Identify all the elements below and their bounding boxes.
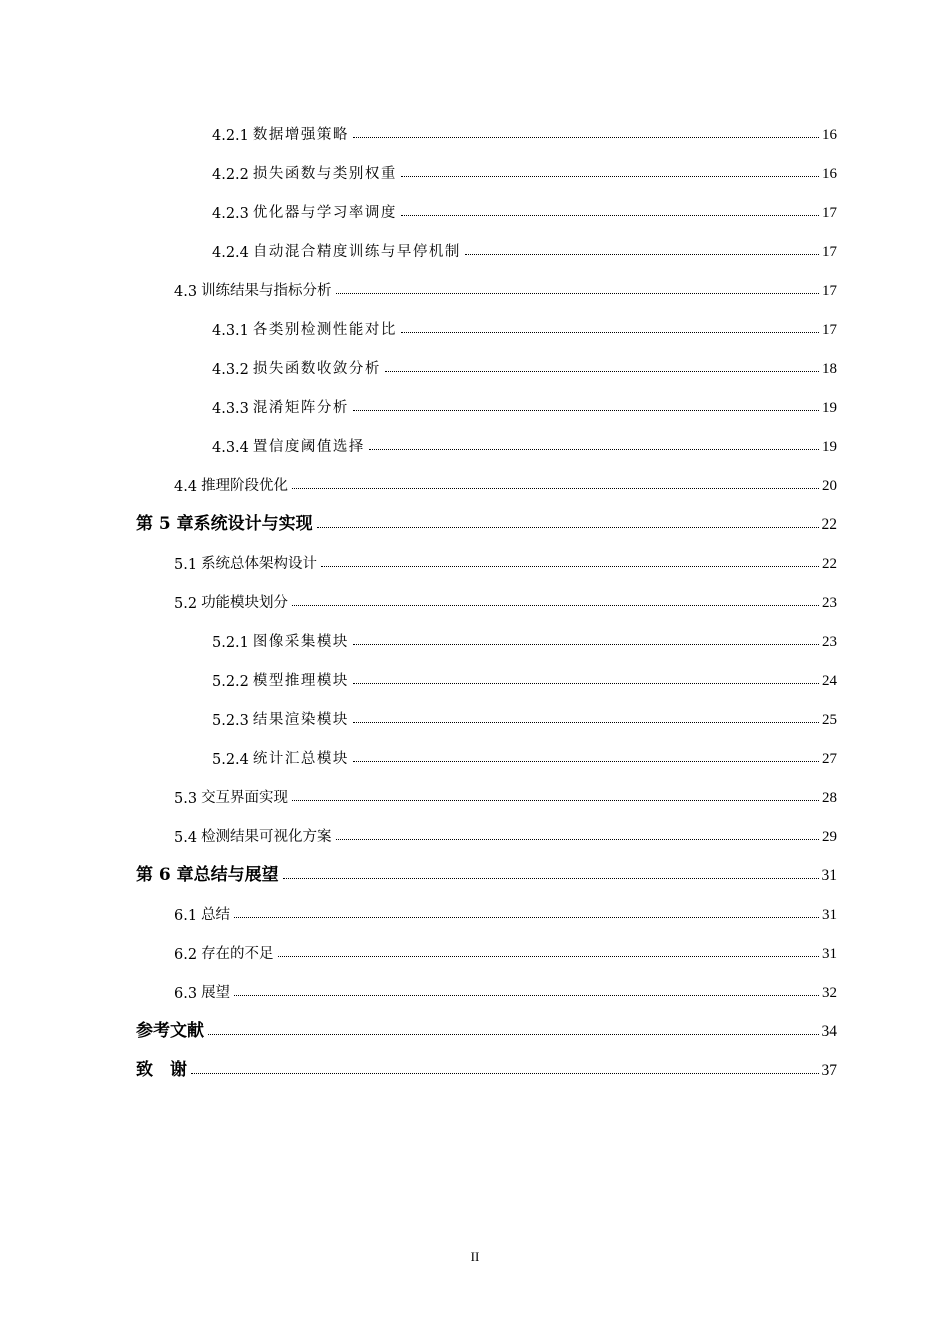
dot-leader [369,449,819,450]
toc-entry[interactable] [212,315,837,339]
dot-leader [336,293,819,294]
toc-entry-number: 4.3.2 [212,362,249,378]
toc-entry[interactable] [212,159,837,183]
toc-entry-title: 推理阶段优化 [201,478,289,494]
toc-entry-page-number: 37 [821,1062,837,1079]
dot-leader [292,800,819,801]
toc-entry-number: 4.4 [174,479,198,495]
dot-leader [278,956,819,957]
toc-entry-page-number: 29 [822,829,837,845]
toc-entry-page-number: 24 [822,673,837,689]
toc-entry-title: 总结 [201,907,231,923]
toc-entry[interactable] [212,744,837,768]
toc-entry-title: 混淆矩阵分析 [252,400,349,416]
toc-entry-title: 致 谢 [136,1060,187,1080]
toc-entry[interactable] [212,705,837,729]
toc-entry-page-number: 19 [822,439,837,455]
toc-entry[interactable] [136,1056,837,1080]
dot-leader [234,917,819,918]
toc-entry-title: 结果渲染模块 [252,712,349,728]
toc-entry-title: 检测结果可视化方案 [201,829,332,845]
toc-entry-number: 4.3.4 [212,440,249,456]
toc-entry[interactable] [174,588,837,612]
toc-entry-title: 第 5 章系统设计与实现 [136,514,313,534]
toc-entry-title: 自动混合精度训练与早停机制 [252,244,461,260]
toc-entry-title: 损失函数与类别权重 [252,166,397,182]
toc-entry[interactable] [136,510,837,534]
toc-entry-page-number: 31 [822,946,837,962]
toc-entry[interactable] [174,549,837,573]
toc-entry-title: 交互界面实现 [201,790,289,806]
toc-entry-number: 5.2.4 [212,752,249,768]
toc-entry-page-number: 16 [822,127,837,143]
dot-leader [292,488,819,489]
toc-entry-page-number: 25 [822,712,837,728]
toc-entry-number: 5.2.1 [212,635,249,651]
dot-leader [317,527,819,528]
toc-entry-title: 系统总体架构设计 [201,556,318,572]
dot-leader [353,137,819,138]
toc-entry-number: 4.3.1 [212,323,249,339]
toc-entry-page-number: 23 [822,595,837,611]
toc-entry[interactable] [174,978,837,1002]
toc-entry-number: 6.1 [174,908,198,924]
toc-entry-number: 5.3 [174,791,198,807]
dot-leader [283,878,819,879]
dot-leader [353,644,819,645]
toc-entry[interactable] [212,432,837,456]
toc-entry[interactable] [212,666,837,690]
toc-entry[interactable] [174,276,837,300]
toc-entry-page-number: 17 [822,283,837,299]
toc-entry[interactable] [136,861,837,885]
toc-entry-number: 4.3 [174,284,198,300]
toc-entry-title: 存在的不足 [201,946,274,962]
toc-entry[interactable] [136,1017,837,1041]
dot-leader [191,1073,819,1074]
toc-entry-page-number: 32 [822,985,837,1001]
toc-entry-title: 训练结果与指标分析 [201,283,332,299]
toc-entry-title: 图像采集模块 [252,634,349,650]
toc-entry-page-number: 17 [822,205,837,221]
toc-entry-number: 6.2 [174,947,198,963]
dot-leader [321,566,819,567]
toc-entry-page-number: 19 [822,400,837,416]
toc-entry-page-number: 22 [822,556,837,572]
toc-entry-page-number: 16 [822,166,837,182]
toc-entry[interactable] [174,939,837,963]
toc-entry[interactable] [212,120,837,144]
dot-leader [292,605,819,606]
dot-leader [353,761,819,762]
toc-entry-page-number: 34 [821,1023,837,1040]
dot-leader [465,254,819,255]
toc-entry-page-number: 31 [821,867,837,884]
toc-entry-title: 统计汇总模块 [252,751,349,767]
toc-entry-title: 参考文献 [136,1021,204,1041]
toc-entry-number: 4.3.3 [212,401,249,417]
toc-entry[interactable] [212,627,837,651]
toc-entry[interactable] [174,471,837,495]
toc-entry[interactable] [212,198,837,222]
dot-leader [353,410,819,411]
dot-leader [401,332,819,333]
toc-entry-number: 5.2 [174,596,198,612]
toc-entry-title: 数据增强策略 [252,127,349,143]
toc-entry-title: 各类别检测性能对比 [252,322,397,338]
toc-entry[interactable] [212,354,837,378]
toc-entry-page-number: 22 [821,516,837,533]
toc-entry-number: 5.1 [174,557,198,573]
toc-entry-title: 优化器与学习率调度 [252,205,397,221]
toc-entry[interactable] [174,900,837,924]
toc-entry-number: 5.2.3 [212,713,249,729]
toc-entry-title: 损失函数收敛分析 [252,361,381,377]
toc-entry-number: 5.2.2 [212,674,249,690]
toc-entry-page-number: 18 [822,361,837,377]
toc-entry-page-number: 20 [822,478,837,494]
toc-entry-number: 5.4 [174,830,198,846]
toc-entry-title: 模型推理模块 [252,673,349,689]
toc-entry-number: 4.2.4 [212,245,249,261]
dot-leader [353,722,819,723]
toc-entry[interactable] [212,393,837,417]
toc-entry-title: 第 6 章总结与展望 [136,865,279,885]
toc-entry-page-number: 17 [822,322,837,338]
dot-leader [353,683,819,684]
toc-entry-title: 功能模块划分 [201,595,289,611]
toc-entry[interactable] [174,783,837,807]
dot-leader [385,371,819,372]
page-number: II [470,1249,480,1264]
toc-entry-number: 4.2.3 [212,206,249,222]
toc-entry-page-number: 28 [822,790,837,806]
toc-entry-number: 4.2.1 [212,128,249,144]
dot-leader [234,995,819,996]
toc-entry[interactable] [212,237,837,261]
toc-entry-title: 置信度阈值选择 [252,439,365,455]
toc-entry[interactable] [174,822,837,846]
toc-entry-page-number: 31 [822,907,837,923]
dot-leader [401,176,819,177]
dot-leader [336,839,819,840]
toc-entry-number: 6.3 [174,986,198,1002]
dot-leader [208,1034,819,1035]
toc-entry-page-number: 27 [822,751,837,767]
toc-entry-page-number: 17 [822,244,837,260]
toc-entry-title: 展望 [201,985,231,1001]
dot-leader [401,215,819,216]
toc-entry-page-number: 23 [822,634,837,650]
toc-entry-number: 4.2.2 [212,167,249,183]
